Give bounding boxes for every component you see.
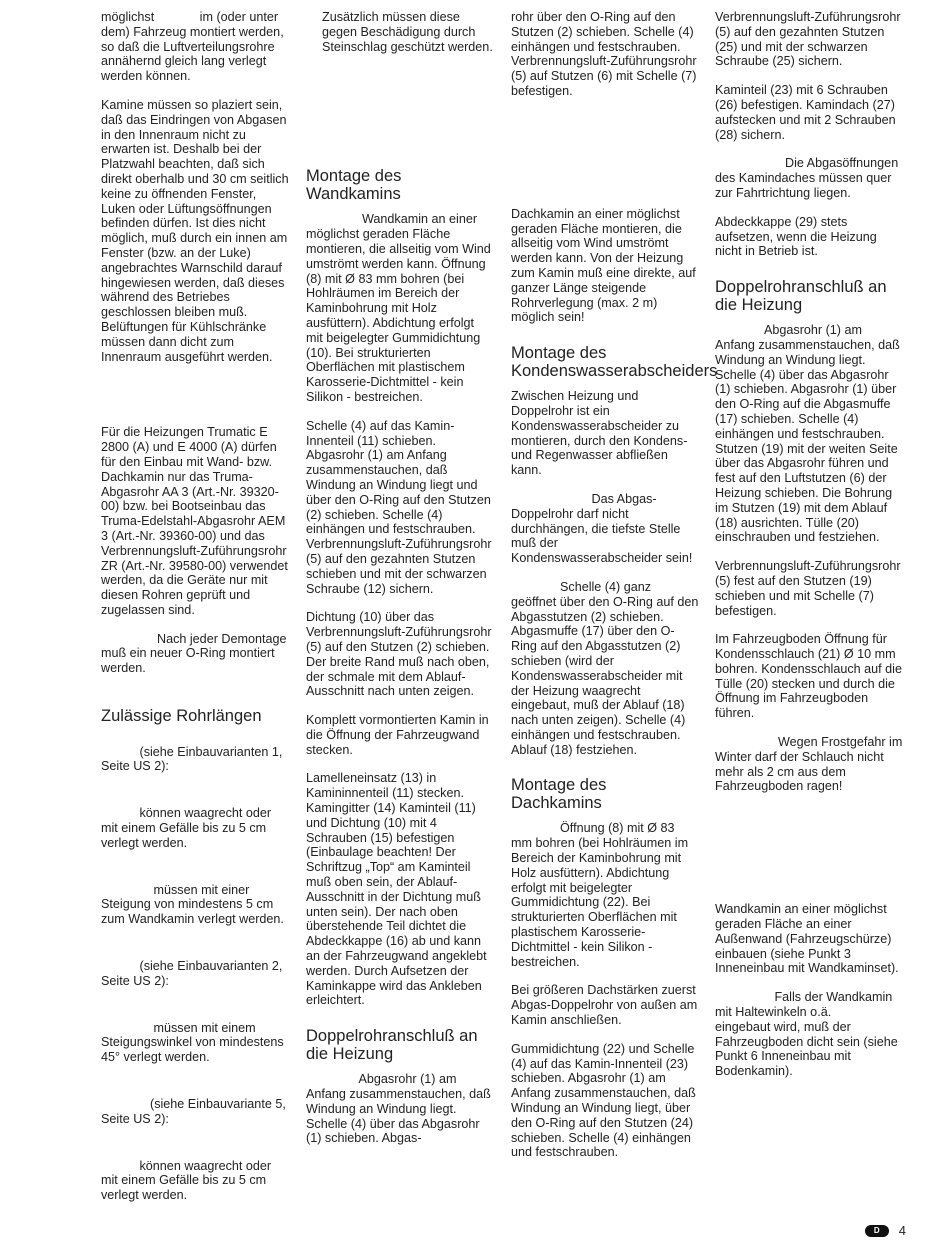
section-heading: Montage des Dachkamins: [511, 776, 611, 812]
paragraph: Dachkamin an einer möglichst geraden Fläche montieren, die allseitig vom Wind umströmt werden kann. Von der Heizung zum Kamin muß eine direkte, auf ganzer Länge steigende Rohrverlegung (max. 2 m) möglich sein!: [511, 206, 700, 325]
paragraph: Kaminteil (23) mit 6 Schrauben (26) befestigen. Kamindach (27) aufstecken und mit 2 Schrauben (28) sichern.: [715, 83, 900, 142]
paragraph: Falls der Wandkamin mit Haltewinkeln o.ä. eingebaut wird, muß der Fahrzeugboden dicht sein (siehe Punkt 6 Inneneinbau mit Bodenkamin).: [715, 990, 902, 1079]
paragraph: Verbrennungsluft-Zuführungsrohr (5) auf den gezahnten Stutzen (25) und mit der schwarzen Schraube (25) sichern.: [715, 10, 905, 69]
paragraph: Im Fahrzeugboden Öffnung für Kondensschlauch (21) Ø 10 mm bohren. Kondensschlauch auf die Tülle (20) stecken und durch die Öffnung im Fahrzeugboden führen.: [715, 632, 906, 721]
paragraph: müssen mit einem Steigungswinkel von mindestens 45° verlegt werden.: [101, 1020, 288, 1065]
paragraph: Kamine müssen so plaziert sein, daß das Eindringen von Abgasen in den Innenraum nicht zu erwarten ist. Deshalb bei der Platzwahl beachten, daß sich direkt oberhalb und 30 cm seitlich keine zu öffnenden Fenster, Luken oder Lüftungsöffnungen befinden dürfen. Ist dies nicht möglich, muß durch ein innen am Fenster (bzw. an der Luke) angebrachtes Warnschild darauf hingewiesen werden, daß dieses während des Betriebes geschlossen bleiben muß. Belüftungen für Kühlschränke müssen dann dicht zum Innenraum ausgeführt werden.: [101, 97, 293, 364]
paragraph: Wandkamin an einer möglichst geraden Fläche montieren, die allseitig vom Wind umströmt werden kann. Öffnung (8) mit Ø 83 mm bohren (bei Hohlräumen im Bereich der Kaminbohrung mit Holz ausfüttern). Abdichtung erfolgt mit beigelegter Gummidichtung (10). Bei strukturierten Oberflächen mit plastischem Karosserie-Dichtmittel - kein Silikon - bestreichen.: [306, 212, 495, 404]
column-3: [511, 10, 718, 1174]
column-1: [101, 10, 293, 1217]
paragraph: (siehe Einbauvarianten 1, Seite US 2):: [101, 744, 286, 774]
paragraph: Zusätzlich müssen diese gegen Beschädigung durch Steinschlag geschützt werden.: [322, 10, 493, 54]
paragraph: Nach jeder Demontage muß ein neuer O-Ring montiert werden.: [101, 631, 290, 676]
paragraph: müssen mit einer Steigung von mindestens 5 cm zum Wandkamin verlegt werden.: [101, 882, 284, 927]
section-heading: Zulässige Rohrlängen: [101, 707, 262, 726]
paragraph: Verbrennungsluft-Zuführungsrohr (5) fest auf den Stutzen (19) schieben und mit Schelle (7) befestigen.: [715, 559, 905, 618]
paragraph: Gummidichtung (22) und Schelle (4) auf das Kamin-Innenteil (23) schieben. Abgasrohr (1) am Anfang zusammenstauchen, daß Windung an Windung liegt, über den O-Ring auf den Stutzen (24) schieben. Schelle (4) einhängen und festschrauben.: [511, 1041, 700, 1160]
section-heading: Doppelrohranschluß an die Heizung: [715, 278, 892, 314]
paragraph: können waagrecht oder mit einem Gefälle bis zu 5 cm verlegt werden.: [101, 1158, 275, 1203]
paragraph: Abdeckkappe (29) stets aufsetzen, wenn die Heizung nicht in Betrieb ist.: [715, 214, 881, 259]
paragraph: Dichtung (10) über das Verbrennungsluft-Zuführungsrohr (5) auf den Stutzen (2) schieben. Der breite Rand muß nach oben, der schmale mit dem Ablauf-Ausschnitt nach unten zeigen.: [306, 610, 496, 699]
paragraph: können waagrecht oder mit einem Gefälle bis zu 5 cm verlegt werden.: [101, 806, 275, 850]
paragraph: Abgasrohr (1) am Anfang zusammenstauchen, daß Windung an Windung liegt. Schelle (4) über das Abgasrohr (1) schieben. Abgas-: [306, 1072, 495, 1146]
paragraph: Wandkamin an einer möglichst geraden Fläche an einer Außenwand (Fahrzeugschürze) einbauen (siehe Punkt 3 Inneneinbau mit Wandkaminset).: [715, 902, 899, 976]
paragraph: Komplett vormontierten Kamin in die Öffnung der Fahrzeugwand stecken.: [306, 713, 493, 757]
paragraph: Zwischen Heizung und Doppelrohr ist ein Kondenswasserabscheider zu montieren, durch den Kondens- und Regenwasser abfließen kann.: [511, 389, 691, 478]
paragraph: Für die Heizungen Trumatic E 2800 (A) und E 4000 (A) dürfen für den Einbau mit Wand- bzw. Dachkamin nur das Truma-Abgasrohr AA 3 (Art.-Nr. 39320-00) bzw. bei Bootseinbau das Truma-Edelstahl-Abgasrohr AEM 3 (Art.-Nr. 39360-00) und das Verbrennungsluft-Zuführungsrohr ZR (Art.-Nr. 39580-00) verwendet werden, da die Geräte nur mit diesen Rohren geprüft und zugelassen sind.: [101, 425, 292, 617]
paragraph: rohr über den O-Ring auf den Stutzen (2) schieben. Schelle (4) einhängen und festschrauben. Verbrennungsluft-Zuführungsrohr (5) auf Stutzen (6) mit Schelle (7) befestigen.: [511, 10, 701, 98]
page-footer: [865, 1223, 906, 1238]
column-4: [715, 10, 906, 1093]
paragraph: Schelle (4) ganz geöffnet über den O-Ring auf den Abgasstutzen (2) schieben. Abgasmuffe (17) über den O-Ring auf den Abgasstutzen (2) schieben (wird der Kondenswasserabscheider mit der Heizung waagrecht eingebaut, muß der Ablauf (18) nach unten zeigen). Schelle (4) einhängen und festschrauben. Ablauf (18) festziehen.: [511, 579, 702, 757]
paragraph: Die Abgasöffnungen des Kamindaches müssen quer zur Fahrtrichtung liegen.: [715, 156, 902, 200]
paragraph: Bei größeren Dachstärken zuerst Abgas-Doppelrohr von außen am Kamin anschließen.: [511, 983, 701, 1028]
paragraph: Öffnung (8) mit Ø 83 mm bohren (bei Hohlräumen im Bereich der Kaminbohrung mit Holz ausfüttern). Abdichtung erfolgt mit beigelegter Gummidichtung (22). Bei strukturierten Oberflächen mit plastischem Karosserie-Dichtmittel - kein Silikon - bestreichen.: [511, 821, 692, 969]
paragraph: (siehe Einbauvariante 5, Seite US 2):: [101, 1096, 290, 1126]
section-heading: Montage des Kondenswasserabscheiders: [511, 344, 718, 380]
language-badge: D: [865, 1225, 889, 1237]
column-2: [306, 10, 494, 1160]
section-heading: Montage des Wandkamins: [306, 167, 406, 203]
paragraph: Lamelleneinsatz (13) in Kamininnenteil (11) stecken. Kamingitter (14) Kaminteil (11) und Dichtung (10) mit 4 Schrauben (15) befestigen (Einbaulage beachten! Der Schriftzug „Top“ am Kaminteil muß oben sein, der Ablauf-Ausschnitt in der Dichtung muß unten sein). Der nach oben überstehende Teil dichtet die Abdeckkappe (16) ab und kann an der Fahrzeugwand angeklebt werden. Durch Aufsetzen der Kaminkappe wird das Ankleben erleichtert.: [306, 771, 491, 1008]
paragraph: (siehe Einbauvarianten 2, Seite US 2):: [101, 958, 286, 988]
paragraph: Schelle (4) auf das Kamin-Innenteil (11) schieben. Abgasrohr (1) am Anfang zusammenstauchen, daß Windung an Windung liegt und über den O-Ring auf den Stutzen (2) schieben. Schelle (4) einhängen und festschrauben. Verbrennungsluft-Zuführungsrohr (5) auf den gezahnten Stutzen schieben und mit der schwarzen Schraube (12) sichern.: [306, 418, 496, 596]
paragraph: möglichst im (oder unter dem) Fahrzeug montiert werden, so daß die Luftverteilungsrohre annähernd gleich lang verlegt werden können.: [101, 10, 288, 84]
paragraph: Wegen Frostgefahr im Winter darf der Schlauch nicht mehr als 2 cm aus dem Fahrzeugboden ragen!: [715, 735, 906, 794]
paragraph: Abgasrohr (1) am Anfang zusammenstauchen, daß Windung an Windung liegt. Schelle (4) über das Abgasrohr (1) schieben. Abgasrohr (1) über den O-Ring auf die Abgasmuffe (17) schieben. Schelle (4) einhängen und festschrauben. Stutzen (19) mit der weiten Seite über das Abgasrohr führen und fest auf den Luftstutzen (6) der Heizung schieben. Die Bohrung im Stutzen (19) mit dem Ablauf (18) ausrichten. Tülle (20) einschrauben und festziehen.: [715, 323, 904, 545]
page-number: 4: [898, 1223, 906, 1238]
paragraph: Das Abgas-Doppelrohr darf nicht durchhängen, die tiefste Stelle muß der Kondenswasserabscheider sein!: [511, 491, 693, 566]
section-heading: Doppelrohranschluß an die Heizung: [306, 1027, 483, 1063]
